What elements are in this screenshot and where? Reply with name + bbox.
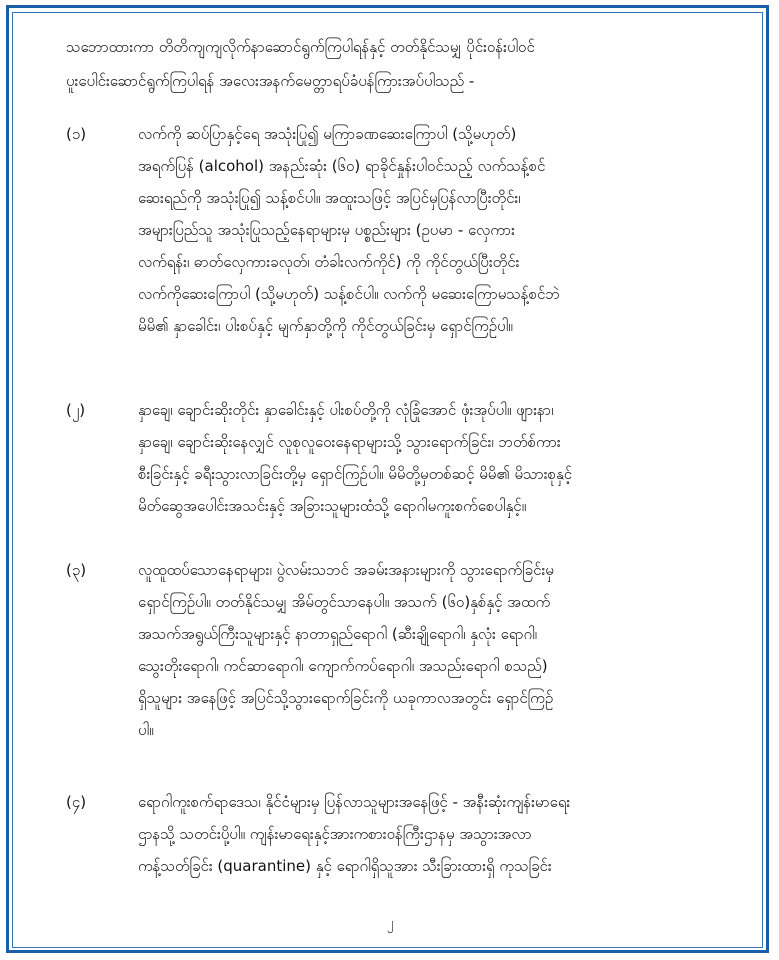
list-item-2 [66, 394, 726, 522]
item-line: စီးခြင်းနှင့် ခရီးသွားလာခြင်းတို့မှ ရှောင်ကြဉ်ပါ။ မိမိတို့မှတစ်ဆင့် မိမိ၏ မိသားစုနှင့် [138, 465, 573, 483]
item-text [138, 118, 726, 342]
item-line: အသက်အရွယ်ကြီးသူများနှင့် နာတာရှည်ရောဂါ (ဆီးချိုရောဂါ၊ နှလုံး ရောဂါ၊ [138, 625, 538, 643]
item-line: ရှောင်ကြဉ်ပါ။ တတ်နိုင်သမျှ အိမ်တွင်သာနေပါ။ အသက် (၆၀)နှစ်နှင့် အထက် [138, 593, 551, 611]
page-number: ၂ [386, 916, 394, 931]
item-line: သွေးတိုးရောဂါ၊ ကင်ဆာရောဂါ၊ ကျောက်ကပ်ရောဂါ၊ အသည်းရောဂါ စသည်) [138, 657, 548, 675]
item-line: နှာချေ၊ ချောင်းဆိုးတိုင်း နှာခေါင်းနှင့် ပါးစပ်တို့ကို လုံခြုံအောင် ဖုံးအုပ်ပါ။ ဖျားနာ၊ [138, 401, 554, 419]
intro-paragraph [66, 30, 726, 98]
item-text [138, 394, 726, 522]
item-number: (၂) [66, 401, 86, 419]
item-line: ကန့်သတ်ခြင်း (quarantine) နှင့် ရောဂါရှိသူအား သီးခြားထားရှိ ကုသခြင်း [138, 857, 552, 875]
list-item-1 [66, 118, 726, 342]
item-line: မိမိ၏ နှာခေါင်း၊ ပါးစပ်နှင့် မျက်နှာတို့ကို ကိုင်တွယ်ခြင်းမှ ရှောင်ကြဉ်ပါ။ [138, 317, 513, 335]
item-line: ရှိသူများ အနေဖြင့် အပြင်သို့သွားရောက်ခြင်းကို ယခုကာလအတွင်း ရှောင်ကြဉ် [138, 689, 554, 707]
item-number: (၃) [66, 561, 87, 579]
item-line: ပါ။ [138, 721, 154, 739]
item-line: လက်ကို ဆပ်ပြာနှင့်ရေ အသုံးပြု၍ မကြာခဏဆေးကြောပါ (သို့မဟုတ်) [138, 125, 517, 143]
item-line: ဌာနသို့ သတင်းပို့ပါ။ ကျန်းမာရေးနှင့်အားကစားဝန်ကြီးဌာနမှ အသွားအလာ [138, 825, 532, 843]
item-number: (၄) [66, 793, 87, 811]
intro-line: သဘောထားကာ တိတိကျကျလိုက်နာဆောင်ရွက်ကြပါရန်နှင့် တတ်နိုင်သမျှ ပိုင်းဝန်းပါဝင် [66, 38, 535, 56]
item-line: လက်ကိုဆေးကြောပါ (သို့မဟုတ်) သန့်စင်ပါ။ လက်ကို မဆေးကြောမသန့်စင်ဘဲ [138, 285, 560, 303]
intro-line: ပူးပေါင်းဆောင်ရွက်ကြပါရန် အလေးအနက်မေတ္တာရပ်ခံပန်ကြားအပ်ပါသည် - [66, 72, 475, 90]
item-text [138, 554, 726, 746]
item-line: ရောဂါကူးစက်ရာဒေသ၊ နိုင်ငံများမှ ပြန်လာသူများအနေဖြင့် - အနီးဆုံးကျန်းမာရေး [138, 793, 571, 811]
item-line: မိတ်ဆွေအပေါင်းအသင်းနှင့် အခြားသူများထံသို့ ရောဂါမကူးစက်စေပါနှင့်။ [138, 497, 527, 515]
item-text [138, 786, 726, 882]
item-line: လူထူထပ်သောနေရာများ၊ ပွဲလမ်းသဘင် အခမ်းအနားများကို သွားရောက်ခြင်းမှ [138, 561, 554, 579]
item-line: နှာချေ၊ ချောင်းဆိုးနေလျှင် လူစုလူဝေးနေရာများသို့ သွားရောက်ခြင်း၊ ဘတ်စ်ကား [138, 433, 561, 451]
item-line: အရက်ပြန် (alcohol) အနည်းဆုံး (၆၀) ရာခိုင်နှုန်းပါဝင်သည့် လက်သန့်စင် [138, 157, 546, 175]
item-line: လက်ရန်း၊ ဓာတ်လှေကားခလုတ်၊ တံခါးလက်ကိုင်) ကို ကိုင်တွယ်ပြီးတိုင်း [138, 253, 520, 271]
list-item-3 [66, 554, 726, 746]
item-line: ဆေးရည်ကို အသုံးပြု၍ သန့်စင်ပါ။ အထူးသဖြင့် အပြင်မှပြန်လာပြီးတိုင်း၊ [138, 189, 521, 207]
item-number: (၁) [66, 125, 87, 143]
item-line: အများပြည်သူ အသုံးပြုသည့်နေရာများမှ ပစ္စည်းများ (ဥပမာ - လှေကား [138, 221, 515, 239]
list-item-4 [66, 786, 726, 882]
